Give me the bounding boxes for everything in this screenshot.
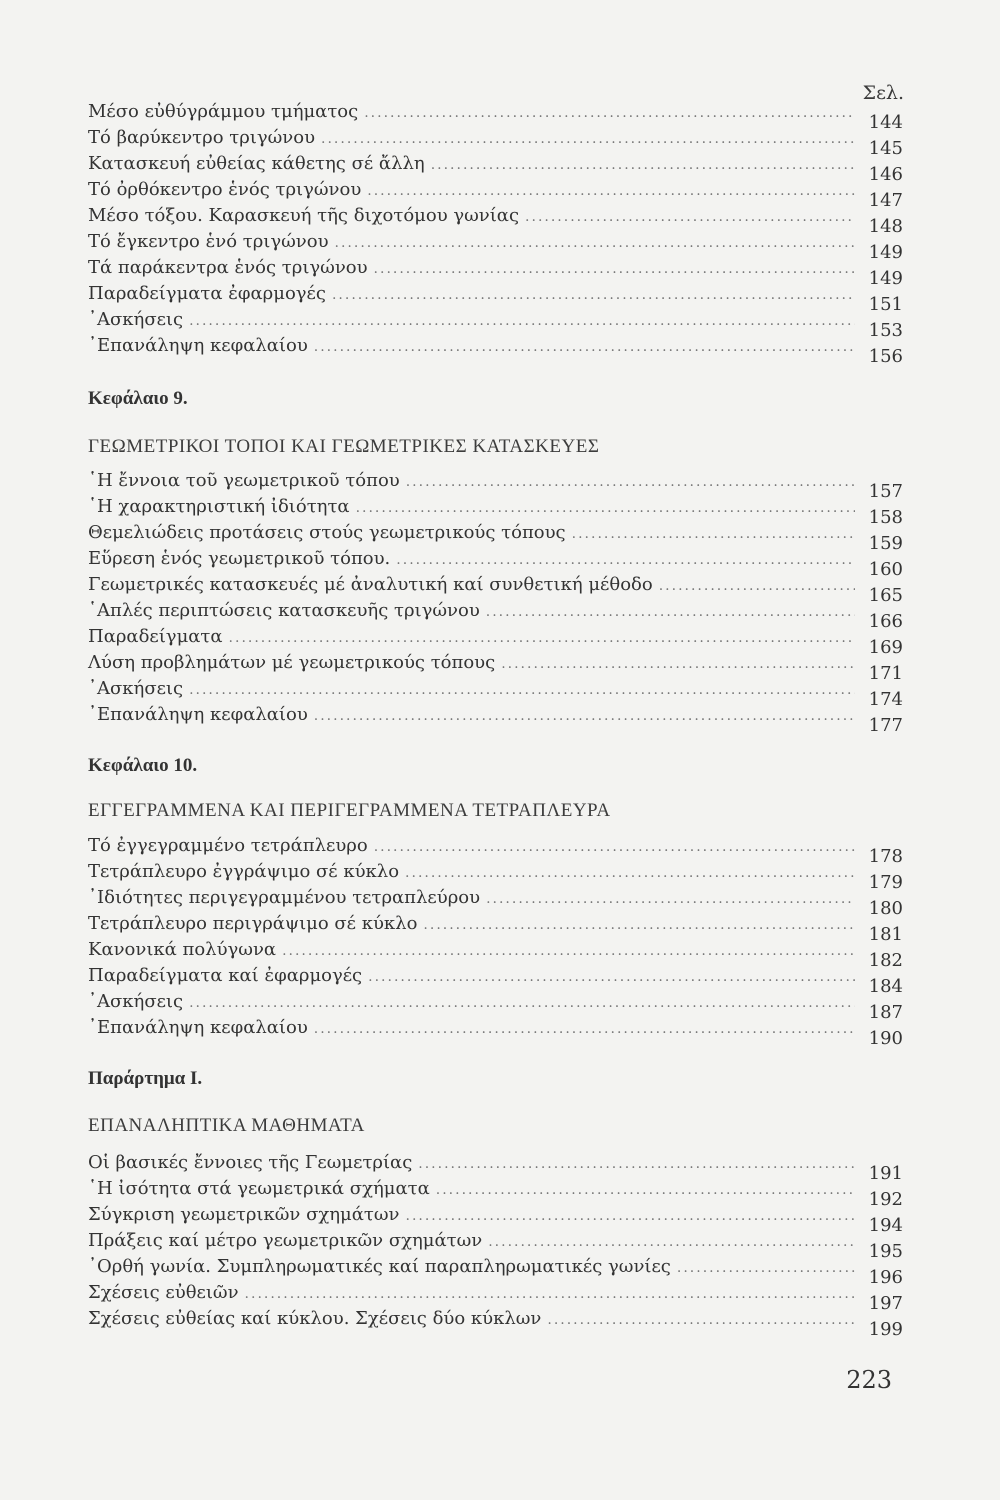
toc-entry — [88, 469, 903, 502]
toc-dot-leader — [229, 626, 855, 650]
toc-entry — [88, 521, 903, 554]
toc-dot-leader — [189, 991, 855, 1015]
toc-entry-title: Τό βαρύκεντρο τριγώνου — [88, 127, 316, 148]
toc-entry — [88, 886, 903, 919]
toc-entry — [88, 599, 903, 632]
toc-entry-title: Σχέσεις εὐθείας καί κύκλου. Σχέσεις δύο κύκλων — [88, 1308, 542, 1329]
toc-entry-title: Οἱ βασικές ἔννοιες τῆς Γεωμετρίας — [88, 1152, 413, 1173]
toc-dot-leader — [436, 1178, 855, 1202]
toc-entry-page: 166 — [868, 611, 903, 632]
toc-entry — [88, 100, 903, 133]
toc-entry-title: Παραδείγματα ἐφαρμογές — [88, 283, 326, 304]
chapter-9-label: Κεφάλαιο 9. — [88, 388, 188, 409]
toc-dot-leader — [314, 335, 855, 359]
toc-entry-page: 182 — [868, 950, 903, 971]
toc-entry-page: 174 — [868, 689, 903, 710]
toc-dot-leader — [486, 600, 855, 624]
toc-entry-page: 187 — [868, 1002, 903, 1023]
toc-entry-title: Θεμελιώδεις προτάσεις στούς γεωμετρικούς τόπους — [88, 522, 566, 543]
toc-dot-leader — [423, 913, 855, 937]
toc-entry-title: ῾Η ἔννοια τοῦ γεωμετρικοῦ τόπου — [88, 470, 400, 491]
toc-entry-page: 180 — [868, 898, 903, 919]
toc-dot-leader — [405, 861, 855, 885]
toc-entry-title: Τετράπλευρο περιγράψιμο σέ κύκλο — [88, 913, 418, 934]
toc-entry-title: ᾿Επανάληψη κεφαλαίου — [88, 704, 308, 725]
toc-entry — [88, 308, 903, 341]
toc-entry-title: ᾿Επανάληψη κεφαλαίου — [88, 1017, 308, 1038]
toc-entry-title: Κατασκευή εὐθείας κάθετης σέ ἄλλη — [88, 153, 425, 174]
toc-dot-leader — [374, 835, 855, 859]
toc-entry — [88, 625, 903, 658]
toc-entry-title: Μέσο τόξου. Καρασκευή τῆς διχοτόμου γωνίας — [88, 205, 520, 226]
toc-entry-page: 146 — [868, 164, 903, 185]
toc-entry-page: 196 — [868, 1267, 903, 1288]
toc-dot-leader — [335, 231, 855, 255]
toc-entry — [88, 703, 903, 736]
toc-entry — [88, 204, 903, 237]
toc-entry — [88, 1177, 903, 1210]
toc-entry-page: 165 — [868, 585, 903, 606]
toc-dot-leader — [367, 179, 855, 203]
toc-entry — [88, 573, 903, 606]
toc-entry-page: 184 — [868, 976, 903, 997]
toc-entry — [88, 834, 903, 867]
toc-entry-title: Σχέσεις εὐθειῶν — [88, 1282, 239, 1303]
toc-entry-page: 159 — [868, 533, 903, 554]
toc-entry-title: Κανονικά πολύγωνα — [88, 939, 277, 960]
toc-dot-leader — [356, 496, 855, 520]
toc-entry-page: 158 — [868, 507, 903, 528]
toc-dot-leader — [396, 548, 855, 572]
toc-entry-page: 179 — [868, 872, 903, 893]
toc-entry-page: 147 — [868, 190, 903, 211]
toc-entry-title: Τό ἔγκεντρο ἑνό τριγώνου — [88, 231, 329, 252]
toc-entry-title: Σύγκριση γεωμετρικῶν σχημάτων — [88, 1204, 400, 1225]
toc-dot-leader — [368, 965, 855, 989]
toc-entry-title: Τό ἐγγεγραμμένο τετράπλευρο — [88, 835, 368, 856]
toc-entry-page: 181 — [868, 924, 903, 945]
toc-dot-leader — [677, 1256, 855, 1280]
toc-dot-leader — [282, 939, 855, 963]
toc-dot-leader — [488, 1230, 855, 1254]
toc-entry-page: 149 — [868, 242, 903, 263]
toc-dot-leader — [525, 205, 855, 229]
appendix-1-label: Παράρτημα Ι. — [88, 1068, 203, 1089]
toc-entry — [88, 1016, 903, 1049]
toc-entry-page: 156 — [868, 346, 903, 367]
toc-dot-leader — [406, 1204, 856, 1228]
toc-entry-page: 171 — [868, 663, 903, 684]
toc-dot-leader — [431, 153, 855, 177]
toc-entry — [88, 495, 903, 528]
toc-dot-leader — [572, 522, 855, 546]
page-number: 223 — [846, 1366, 892, 1394]
toc-entry-page: 194 — [868, 1215, 903, 1236]
toc-entry — [88, 964, 903, 997]
toc-entry — [88, 860, 903, 893]
toc-entry-page: 160 — [868, 559, 903, 580]
toc-entry — [88, 1281, 903, 1314]
toc-entry-page: 145 — [868, 138, 903, 159]
toc-entry-title: Εὕρεση ἑνός γεωμετρικοῦ τόπου. — [88, 548, 391, 569]
toc-entry — [88, 1229, 903, 1262]
toc-entry-title: Τά παράκεντρα ἑνός τριγώνου — [88, 257, 368, 278]
toc-entry-title: Τετράπλευρο ἐγγράψιμο σέ κύκλο — [88, 861, 400, 882]
toc-entry-title: ᾿Ιδιότητες περιγεγραμμένου τετραπλεύρου — [88, 887, 481, 908]
toc-entry — [88, 126, 903, 159]
toc-entry — [88, 938, 903, 971]
toc-entry — [88, 178, 903, 211]
toc-entry-page: 191 — [868, 1163, 903, 1184]
toc-entry-title: ᾿Ασκήσεις — [88, 678, 184, 699]
toc-entry — [88, 677, 903, 710]
toc-entry-title: ᾿Ορθή γωνία. Συμπληρωματικές καί παραπληρωματικές γωνίες — [88, 1256, 671, 1277]
chapter-9-title: ΓΕΩΜΕΤΡΙΚΟΙ ΤΟΠΟΙ ΚΑΙ ΓΕΩΜΕΤΡΙΚΕΣ ΚΑΤΑΣΚΕΥΕΣ — [88, 436, 600, 457]
toc-entry — [88, 152, 903, 185]
toc-dot-leader — [418, 1152, 855, 1176]
toc-dot-leader — [406, 470, 855, 494]
toc-entry-title: Λύση προβλημάτων μέ γεωμετρικούς τόπους — [88, 652, 496, 673]
toc-entry-page: 153 — [868, 320, 903, 341]
toc-entry — [88, 282, 903, 315]
toc-entry-page: 195 — [868, 1241, 903, 1262]
toc-dot-leader — [547, 1308, 855, 1332]
toc-entry — [88, 230, 903, 263]
toc-entry-title: ῾Η χαρακτηριστική ἰδιότητα — [88, 496, 350, 517]
toc-dot-leader — [374, 257, 855, 281]
toc-entry-title: ᾿Ασκήσεις — [88, 991, 184, 1012]
toc-dot-leader — [364, 101, 855, 125]
toc-entry-title: ῾Η ἰσότητα στά γεωμετρικά σχήματα — [88, 1178, 430, 1199]
toc-entry-title: ᾿Ασκήσεις — [88, 309, 184, 330]
chapter-10-label: Κεφάλαιο 10. — [88, 755, 198, 776]
toc-entry-page: 178 — [868, 846, 903, 867]
toc-entry-page: 157 — [868, 481, 903, 502]
toc-entry — [88, 912, 903, 945]
toc-entry-page: 151 — [868, 294, 903, 315]
toc-entry-title: Μέσο εὐθύγράμμου τμήματος — [88, 101, 359, 122]
toc-entry-title: Πράξεις καί μέτρο γεωμετρικῶν σχημάτων — [88, 1230, 483, 1251]
toc-dot-leader — [189, 678, 855, 702]
toc-dot-leader — [332, 283, 855, 307]
toc-entry-title: Γεωμετρικές κατασκευές μέ ἀναλυτική καί συνθετική μέθοδο — [88, 574, 653, 595]
toc-dot-leader — [659, 574, 855, 598]
toc-entry — [88, 1151, 903, 1184]
page-column-label: Σελ. — [862, 82, 904, 104]
toc-entry-page: 190 — [868, 1028, 903, 1049]
chapter-10-title: ΕΓΓΕΓΡΑΜΜΕΝΑ ΚΑΙ ΠΕΡΙΓΕΓΡΑΜΜΕΝΑ ΤΕΤΡΑΠΛΕΥΡΑ — [88, 800, 611, 821]
toc-entry-title: Παραδείγματα — [88, 626, 223, 647]
toc-entry-page: 149 — [868, 268, 903, 289]
toc-entry-page: 148 — [868, 216, 903, 237]
toc-entry — [88, 256, 903, 289]
toc-entry-page: 169 — [868, 637, 903, 658]
toc-entry — [88, 334, 903, 367]
toc-entry — [88, 547, 903, 580]
toc-entry — [88, 1203, 903, 1236]
toc-entry-title: ῾Απλές περιπτώσεις κατασκευῆς τριγώνου — [88, 600, 480, 621]
toc-entry — [88, 990, 903, 1023]
toc-dot-leader — [486, 887, 855, 911]
toc-entry-title: Τό ὀρθόκεντρο ἑνός τριγώνου — [88, 179, 362, 200]
toc-dot-leader — [189, 309, 855, 333]
toc-entry-page: 192 — [868, 1189, 903, 1210]
toc-entry-page: 177 — [868, 715, 903, 736]
toc-entry — [88, 1255, 903, 1288]
toc-dot-leader — [245, 1282, 855, 1306]
toc-dot-leader — [321, 127, 855, 151]
toc-entry-title: Παραδείγματα καί ἐφαρμογές — [88, 965, 363, 986]
toc-dot-leader — [314, 704, 855, 728]
toc-dot-leader — [314, 1017, 855, 1041]
toc-entry-page: 144 — [868, 112, 903, 133]
toc-entry — [88, 1307, 903, 1340]
toc-entry-title: ᾿Επανάληψη κεφαλαίου — [88, 335, 308, 356]
toc-entry-page: 199 — [868, 1319, 903, 1340]
toc-dot-leader — [501, 652, 855, 676]
toc-entry — [88, 651, 903, 684]
toc-entry-page: 197 — [868, 1293, 903, 1314]
appendix-1-title: ΕΠΑΝΑΛΗΠΤΙΚΑ ΜΑΘΗΜΑΤΑ — [88, 1115, 365, 1136]
